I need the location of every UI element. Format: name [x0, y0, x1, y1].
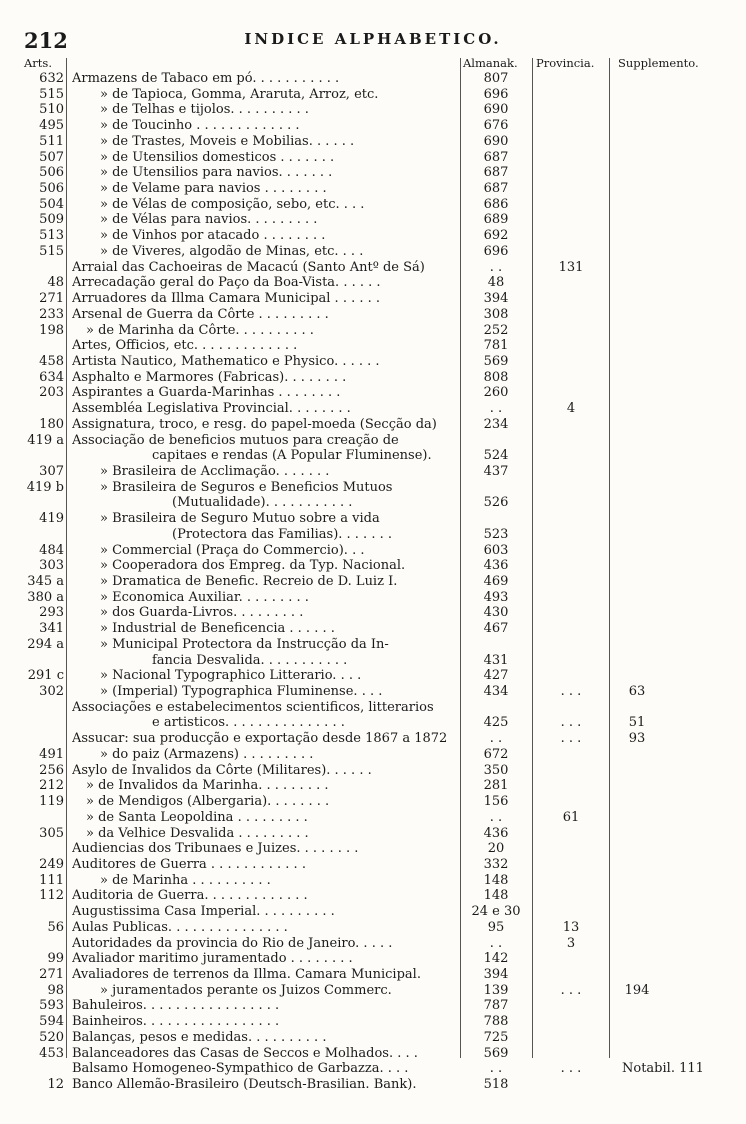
provincia-page: 61 [562, 809, 580, 825]
table-row [0, 323, 746, 339]
entry-description: Associação de beneficios mutuos para creação de [72, 432, 399, 448]
entry-description: Arraial das Cachoeiras de Macacú (Santo Antº de Sá) [72, 259, 425, 275]
table-row [0, 1061, 746, 1077]
almanak-page: 24 e 30 [471, 904, 521, 920]
almanak-page: 156 [483, 794, 509, 810]
provincia-page: 131 [558, 259, 584, 275]
supplemento-page: Notabil. 111 [622, 1061, 704, 1077]
almanak-page: 687 [483, 181, 509, 197]
entry-description: » Brasileira de Seguros e Beneficios Mutuos [100, 479, 393, 495]
almanak-page: . . [489, 259, 503, 275]
table-row [0, 778, 746, 794]
table-row [0, 118, 746, 134]
article-number: 515 [39, 86, 64, 102]
article-number: 419 [39, 511, 64, 527]
provincia-page: . . . [560, 715, 582, 731]
table-row [0, 464, 746, 480]
entry-description: Aspirantes a Guarda-Marinhas . . . . . . . . [72, 385, 341, 401]
table-row [0, 212, 746, 228]
table-row [0, 873, 746, 889]
almanak-page: 234 [483, 416, 509, 432]
entry-description: (Protectora das Familias). . . . . . . [172, 526, 392, 542]
table-row [0, 967, 746, 983]
almanak-page: 48 [487, 275, 505, 291]
entry-description: Avaliador maritimo juramentado . . . . . . . . [72, 951, 353, 967]
supplemento-page: 51 [628, 715, 646, 731]
entry-description: Asylo de Invalidos da Côrte (Militares). . . . . . [72, 762, 372, 778]
supplemento-page: 194 [624, 982, 650, 998]
article-number: 291 c [27, 668, 64, 684]
almanak-page: 686 [483, 196, 509, 212]
almanak-page: 260 [483, 385, 509, 401]
almanak-page: 148 [483, 888, 509, 904]
almanak-page: 148 [483, 872, 509, 888]
entry-description: » de Viveres, algodão de Minas, etc. . . . [100, 243, 364, 259]
article-number: 504 [39, 196, 64, 212]
provincia-page: 3 [566, 935, 576, 951]
entry-description: » do paiz (Armazens) . . . . . . . . . [100, 746, 314, 762]
article-number: 112 [39, 888, 64, 904]
table-row [0, 794, 746, 810]
almanak-page: 725 [483, 1029, 509, 1045]
table-row [0, 181, 746, 197]
article-number: 249 [39, 856, 64, 872]
entry-description: » Dramatica de Benefic. Recreio de D. Luiz I. [100, 574, 398, 589]
entry-description: » de Tapioca, Gomma, Araruta, Arroz, etc. [100, 86, 379, 102]
entry-description: Avaliadores de terrenos da Illma. Camara Municipal. [72, 966, 421, 982]
entry-description: Balanceadores das Casas de Seccos e Molhados. . . . [72, 1045, 418, 1061]
almanak-page: 524 [483, 448, 509, 464]
table-row [0, 244, 746, 260]
almanak-page: 808 [483, 369, 509, 385]
article-number: 520 [39, 1029, 64, 1045]
article-number: 12 [47, 1077, 64, 1092]
almanak-page: 469 [483, 574, 509, 589]
article-number: 491 [39, 746, 64, 762]
table-row [0, 197, 746, 213]
table-row [0, 307, 746, 323]
entry-description: Bahuleiros. . . . . . . . . . . . . . . . . [72, 998, 280, 1014]
entry-description: Audiencias dos Tribunaes e Juizes. . . . . . . . [72, 841, 359, 857]
entry-description: fancia Desvalida. . . . . . . . . . . [152, 652, 348, 668]
table-row [0, 417, 746, 433]
almanak-page: 518 [483, 1077, 509, 1092]
entry-description: » de Marinha da Côrte. . . . . . . . . . [86, 322, 314, 338]
article-number: 271 [39, 966, 64, 982]
table-row [0, 904, 746, 920]
entry-description: » de Velame para navios . . . . . . . . [100, 181, 327, 197]
entry-description: Assembléa Legislativa Provincial. . . . . . . . [72, 401, 351, 417]
almanak-page: 308 [483, 306, 509, 322]
entry-description: » Nacional Typographico Litterario. . . . [100, 668, 362, 684]
almanak-page: 394 [483, 966, 509, 982]
table-row [0, 888, 746, 904]
entry-description: Assucar: sua producção e exportação desde 1867 a 1872 [72, 731, 448, 747]
table-row [0, 102, 746, 118]
table-row [0, 275, 746, 291]
article-number: 593 [39, 998, 64, 1014]
article-number: 419 a [27, 432, 64, 448]
article-number: 484 [39, 542, 64, 558]
almanak-page: 687 [483, 149, 509, 165]
provincia-page: . . . [560, 982, 582, 998]
almanak-page: 672 [483, 746, 509, 762]
almanak-page: 603 [483, 542, 509, 558]
entry-description: » Commercial (Praça do Commercio). . . [100, 542, 365, 558]
table-row [0, 1046, 746, 1062]
index-table [0, 71, 746, 1093]
table-row [0, 228, 746, 244]
table-row [0, 87, 746, 103]
provincia-page: 13 [562, 919, 580, 935]
article-number: 233 [39, 306, 64, 322]
table-row [0, 590, 746, 606]
entry-description: Bainheiros. . . . . . . . . . . . . . . . . [72, 1014, 280, 1030]
article-number: 256 [39, 762, 64, 778]
table-row [0, 338, 746, 354]
entry-description: » de Invalidos da Marinha. . . . . . . . . [86, 778, 329, 794]
table-row [0, 983, 746, 999]
table-row [0, 857, 746, 873]
article-number: 419 b [26, 479, 64, 495]
almanak-page: 569 [483, 353, 509, 369]
entry-description: Artista Nautico, Mathematico e Physico. . . . . . [72, 353, 380, 369]
entry-description: Balanças, pesos e medidas. . . . . . . . . . [72, 1029, 327, 1045]
article-number: 511 [39, 133, 64, 149]
article-number: 515 [39, 243, 64, 259]
entry-description: » de Utensilios domesticos . . . . . . . [100, 149, 335, 165]
page-title: INDICE ALPHABETICO. [244, 30, 502, 48]
article-number: 506 [39, 181, 64, 197]
almanak-page: 788 [483, 1014, 509, 1030]
column-header-almanak: Almanak. [463, 56, 518, 70]
article-number: 303 [39, 558, 64, 574]
entry-description: Banco Allemão-Brasileiro (Deutsch-Brasilian. Bank). [72, 1077, 417, 1092]
table-row [0, 165, 746, 181]
entry-description: » dos Guarda-Livros. . . . . . . . . [100, 605, 304, 621]
article-number: 380 a [27, 589, 64, 605]
article-number: 495 [39, 118, 64, 134]
article-number: 509 [39, 212, 64, 228]
almanak-page: 690 [483, 102, 509, 118]
almanak-page: 434 [483, 684, 509, 700]
entry-description: » de Utensilios para navios. . . . . . . [100, 165, 333, 181]
almanak-page: 687 [483, 165, 509, 181]
entry-description: Asphalto e Marmores (Fabricas). . . . . . . . [72, 369, 347, 385]
almanak-page: 436 [483, 825, 509, 841]
entry-description: Armazens de Tabaco em pó. . . . . . . . . . . [72, 71, 340, 86]
column-header-supplemento: Supplemento. [618, 56, 699, 70]
almanak-page: 436 [483, 558, 509, 574]
table-row [0, 495, 746, 511]
page-header [0, 26, 746, 54]
almanak-page: 807 [483, 71, 509, 86]
entry-description: » de Marinha . . . . . . . . . . [100, 872, 271, 888]
almanak-page: 332 [483, 856, 509, 872]
article-number: 293 [39, 605, 64, 621]
table-row [0, 763, 746, 779]
entry-description: » da Velhice Desvalida . . . . . . . . . [86, 825, 309, 841]
almanak-page: 394 [483, 291, 509, 307]
entry-description: » de Mendigos (Albergaria). . . . . . . . [86, 794, 330, 810]
supplemento-page: 63 [628, 684, 646, 700]
table-row [0, 1030, 746, 1046]
table-row [0, 448, 746, 464]
table-row [0, 920, 746, 936]
almanak-page: 20 [487, 841, 505, 857]
article-number: 294 a [27, 636, 64, 652]
almanak-page: 787 [483, 998, 509, 1014]
table-row [0, 543, 746, 559]
article-number: 513 [39, 228, 64, 244]
entry-description: » de Santa Leopoldina . . . . . . . . . [86, 809, 308, 825]
almanak-page: 95 [487, 919, 505, 935]
almanak-page: 139 [483, 982, 509, 998]
entry-description: Autoridades da provincia do Rio de Janeiro. . . . . [72, 935, 393, 951]
almanak-page: 690 [483, 133, 509, 149]
entry-description: » Brasileira de Seguro Mutuo sobre a vida [100, 511, 380, 527]
provincia-page: . . . [560, 731, 582, 747]
article-number: 111 [39, 872, 64, 888]
almanak-page: 430 [483, 605, 509, 621]
almanak-page: 252 [483, 322, 509, 338]
article-number: 180 [39, 416, 64, 432]
article-number: 203 [39, 385, 64, 401]
article-number: 458 [39, 353, 64, 369]
table-row [0, 480, 746, 496]
supplemento-page: 93 [628, 731, 646, 747]
article-number: 48 [47, 275, 64, 291]
table-row [0, 574, 746, 590]
almanak-page: 142 [483, 951, 509, 967]
almanak-page: 493 [483, 589, 509, 605]
entry-description: Balsamo Homogeneo-Sympathico de Garbazza. . . . [72, 1061, 409, 1077]
provincia-page: . . . [560, 684, 582, 700]
almanak-page: 427 [483, 668, 509, 684]
entry-description: Arruadores da Illma Camara Municipal . . . . . . [72, 291, 381, 307]
table-row [0, 684, 746, 700]
table-row [0, 71, 746, 87]
article-number: 99 [47, 951, 64, 967]
table-row [0, 1014, 746, 1030]
entry-description: » juramentados perante os Juizos Commerc. [100, 982, 392, 998]
table-row [0, 810, 746, 826]
table-row [0, 260, 746, 276]
article-number: 98 [47, 982, 64, 998]
page-number: 212 [24, 28, 68, 53]
article-number: 506 [39, 165, 64, 181]
almanak-page: 526 [483, 495, 509, 511]
article-number: 510 [39, 102, 64, 118]
table-row [0, 291, 746, 307]
entry-description: » de Toucinho . . . . . . . . . . . . . [100, 118, 300, 134]
almanak-page: 781 [483, 338, 509, 354]
article-number: 119 [39, 794, 64, 810]
entry-description: e artisticos. . . . . . . . . . . . . . . [152, 715, 345, 731]
entry-description: » de Vélas de composição, sebo, etc. . . . [100, 196, 365, 212]
table-row [0, 605, 746, 621]
entry-description: Aulas Publicas. . . . . . . . . . . . . . . [72, 919, 288, 935]
table-row [0, 134, 746, 150]
table-row [0, 826, 746, 842]
almanak-page: 696 [483, 243, 509, 259]
table-row [0, 511, 746, 527]
entry-description: » Brasileira de Acclimação. . . . . . . [100, 463, 330, 479]
entry-description: » de Trastes, Moveis e Mobilias. . . . . . [100, 133, 355, 149]
article-number: 56 [47, 919, 64, 935]
almanak-page: . . [489, 1061, 503, 1077]
table-row [0, 354, 746, 370]
table-row [0, 747, 746, 763]
almanak-page: 692 [483, 228, 509, 244]
table-row [0, 841, 746, 857]
entry-description: » Municipal Protectora da Instrucção da In- [100, 636, 389, 652]
almanak-page: 676 [483, 118, 509, 134]
entry-description: Associações e estabelecimentos scientificos, litterarios [72, 699, 434, 715]
table-row [0, 385, 746, 401]
almanak-page: 467 [483, 621, 509, 637]
entry-description: Artes, Officios, etc. . . . . . . . . . . . . [72, 338, 298, 354]
almanak-page: . . [489, 401, 503, 417]
table-row [0, 653, 746, 669]
article-number: 345 a [27, 574, 64, 589]
article-number: 507 [39, 149, 64, 165]
entry-description: » de Vinhos por atacado . . . . . . . . [100, 228, 326, 244]
table-row [0, 936, 746, 952]
almanak-page: . . [489, 809, 503, 825]
almanak-page: 350 [483, 762, 509, 778]
entry-description: » Industrial de Beneficencia . . . . . . [100, 621, 335, 637]
table-row [0, 1077, 746, 1093]
article-number: 212 [39, 778, 64, 794]
table-row [0, 637, 746, 653]
entry-description: » de Vélas para navios. . . . . . . . . [100, 212, 318, 228]
table-row [0, 731, 746, 747]
table-row [0, 370, 746, 386]
provincia-page: 4 [566, 401, 576, 417]
entry-description: Augustissima Casa Imperial. . . . . . . . . . [72, 904, 335, 920]
table-row [0, 998, 746, 1014]
table-row [0, 433, 746, 449]
article-number: 341 [39, 621, 64, 637]
almanak-page: 431 [483, 652, 509, 668]
entry-description: Assignatura, troco, e resg. do papel-moeda (Secção da) [72, 416, 437, 432]
table-row [0, 668, 746, 684]
entry-description: Arsenal de Guerra da Côrte . . . . . . . . . [72, 306, 329, 322]
column-header-provincia: Provincia. [536, 56, 595, 70]
article-number: 594 [39, 1014, 64, 1030]
almanak-page: 689 [483, 212, 509, 228]
column-header-arts: Arts. [24, 56, 52, 70]
article-number: 271 [39, 291, 64, 307]
entry-description: Auditores de Guerra . . . . . . . . . . . . [72, 856, 306, 872]
table-row [0, 621, 746, 637]
entry-description: Auditoria de Guerra. . . . . . . . . . . . . [72, 888, 308, 904]
almanak-page: . . [489, 731, 503, 747]
almanak-page: 437 [483, 463, 509, 479]
table-row [0, 527, 746, 543]
almanak-page: 569 [483, 1045, 509, 1061]
article-number: 198 [39, 322, 64, 338]
entry-description: (Mutualidade). . . . . . . . . . . [172, 495, 353, 511]
article-number: 634 [39, 369, 64, 385]
table-row [0, 558, 746, 574]
provincia-page: . . . [560, 1061, 582, 1077]
entry-description: » Cooperadora dos Empreg. da Typ. Nacional. [100, 558, 406, 574]
almanak-page: . . [489, 935, 503, 951]
table-row [0, 715, 746, 731]
almanak-page: 281 [483, 778, 509, 794]
almanak-page: 523 [483, 526, 509, 542]
entry-description: » Economica Auxiliar. . . . . . . . . [100, 589, 309, 605]
article-number: 453 [39, 1045, 64, 1061]
article-number: 302 [39, 684, 64, 700]
article-number: 632 [39, 71, 64, 86]
almanak-page: 425 [483, 715, 509, 731]
entry-description: capitaes e rendas (A Popular Fluminense). [152, 448, 432, 464]
table-row [0, 951, 746, 967]
entry-description: Arrecadação geral do Paço da Boa-Vista. . . . . . [72, 275, 381, 291]
entry-description: » (Imperial) Typographica Fluminense. . . . [100, 684, 383, 700]
article-number: 307 [39, 463, 64, 479]
entry-description: » de Telhas e tijolos. . . . . . . . . . [100, 102, 309, 118]
table-row [0, 150, 746, 166]
almanak-page: 696 [483, 86, 509, 102]
article-number: 305 [39, 825, 64, 841]
table-row [0, 700, 746, 716]
table-row [0, 401, 746, 417]
